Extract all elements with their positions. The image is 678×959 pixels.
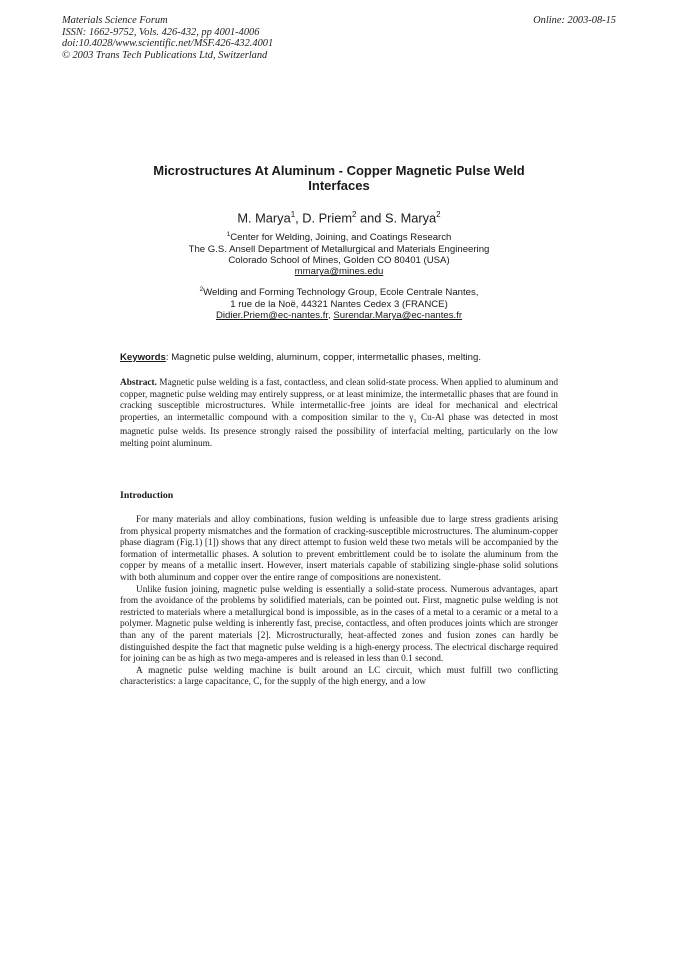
title-line-2: Interfaces — [308, 178, 370, 193]
journal-header — [62, 15, 392, 61]
abstract — [120, 378, 558, 450]
author-3: S. Marya — [384, 210, 437, 226]
affiliation-1 — [60, 229, 618, 278]
abstract-label: Abstract. — [120, 378, 157, 388]
intro-paragraph-2: Unlike fusion joining, magnetic pulse welding is essentially a solid-state process. Numerous advantages, apart from the avoidance of the problems by solidified materials, can be pointed out. First, magnetic pulse welding is not restricted to materials where a metallurgical bond is impossible, as in the cases of a metal to a ceramic or a metal to a polymer. Magnetic pulse welding is inherently fast, precise, contactless, and often produces joints which are stronger than any of the parent materials [2]. Microstructurally, heat-affected zones and fusion zones can hardly be distinguished despite the fact that magnetic pulse welding is a high-energy process. The electrical discharge required for joining can be as high as two mega-amperes and is released in less than 0.1 second. — [120, 584, 558, 665]
keywords-label: Keywords — [120, 352, 166, 363]
author-sep-2: and — [356, 210, 385, 226]
author-list — [60, 207, 618, 225]
affiliation-2-line-2: 1 rue de la Noë, 44321 Nantes Cedex 3 (FRANCE) — [230, 298, 448, 310]
title-line-1: Microstructures At Aluminum - Copper Magnetic Pulse Weld — [153, 163, 525, 178]
affiliation-2-emails: Didier.Priem@ec-nantes.fr, Surendar.Marya@ec-nantes.fr — [215, 310, 463, 321]
issn-line: ISSN: 1662-9752, Vols. 426-432, pp 4001-4006 — [62, 26, 260, 38]
affiliation-2-line-1: $^2$Welding and Forming Technology Group, Ecole Centrale Nantes, — [199, 286, 479, 299]
journal-name: Materials Science Forum — [62, 15, 168, 26]
paper-title — [60, 163, 618, 193]
author-3-affil: 2 — [436, 210, 441, 219]
doi-line: doi:10.4028/www.scientific.net/MSF.426-432.4001 — [62, 38, 274, 49]
author-2: D. Priem — [302, 210, 353, 226]
affiliation-1-line-2: The G.S. Ansell Department of Metallurgical and Materials Engineering — [188, 243, 490, 255]
affiliation-1-line-3: Colorado School of Mines, Golden CO 80401 (USA) — [228, 255, 450, 266]
affiliation-2-marker: 2 — [199, 286, 204, 293]
affiliation-2 — [60, 284, 618, 321]
affiliation-1-marker: 1 — [226, 231, 231, 238]
email-link-s-marya[interactable]: Surendar.Marya@ec-nantes.fr — [333, 310, 463, 321]
email-link-priem[interactable]: Didier.Priem@ec-nantes.fr — [215, 310, 329, 321]
abstract-text-b: Cu-Al phase was detected in most magnetic pulse welds. Its presence strongly raised the possibility of interfacial melting, particularly on the low melting point aluminum. — [120, 412, 558, 449]
email-link-marya[interactable]: mmarya@mines.edu — [294, 266, 384, 278]
introduction-heading: Introduction — [120, 490, 174, 501]
abstract-text-a: Magnetic pulse welding is a fast, contactless, and clean solid-state process. When applied to aluminum and copper, magnetic pulse welding may entirely suppress, or at least minimize, the intermetallic phases that are found in cracking susceptible microstructures. While intermetallic-free joints are ideal for mechanical and electrical properties, an intermetallic compound with a composition similar to the — [120, 378, 558, 423]
online-date: Online: 2003-08-15 — [533, 15, 616, 26]
author-sep-1: , — [295, 210, 303, 226]
intro-paragraph-3: A magnetic pulse welding machine is built around an LC circuit, which must fulfill two conflicting characteristics: a large capacitance, C, for the supply of the high energy, and a low — [120, 665, 558, 688]
keywords-text: : Magnetic pulse welding, aluminum, copper, intermetallic phases, melting. — [165, 352, 482, 363]
author-2-affil: 2 — [352, 210, 357, 219]
gamma-subscript: 1 — [413, 417, 417, 425]
keywords — [120, 352, 560, 364]
affiliation-1-line-1: $^1$Center for Welding, Joining, and Coatings Research — [226, 231, 452, 244]
copyright-line: © 2003 Trans Tech Publications Ltd, Switzerland — [62, 49, 268, 61]
author-1-affil: 1 — [290, 210, 296, 219]
intro-paragraph-1: For many materials and alloy combinations, fusion welding is unfeasible due to large stress gradients arising from physical property mismatches and the formation of cracking-susceptible microstructures. The aluminum-copper phase diagram (Fig.1) [1]) shows that any direct attempt to fusion weld these two metals will be accompanied by the formation of intermetallic phases. A solution to prevent embrittlement could be to isolate the aluminum from the copper by means of a metallic insert. However, insert materials capable of stabilizing single-phase solid solutions with both aluminum and copper over the entire range of compositions are nonexistent. — [120, 515, 558, 583]
gamma-symbol: γ — [409, 412, 414, 423]
introduction-body — [120, 515, 558, 689]
author-1: M. Marya — [237, 210, 291, 226]
